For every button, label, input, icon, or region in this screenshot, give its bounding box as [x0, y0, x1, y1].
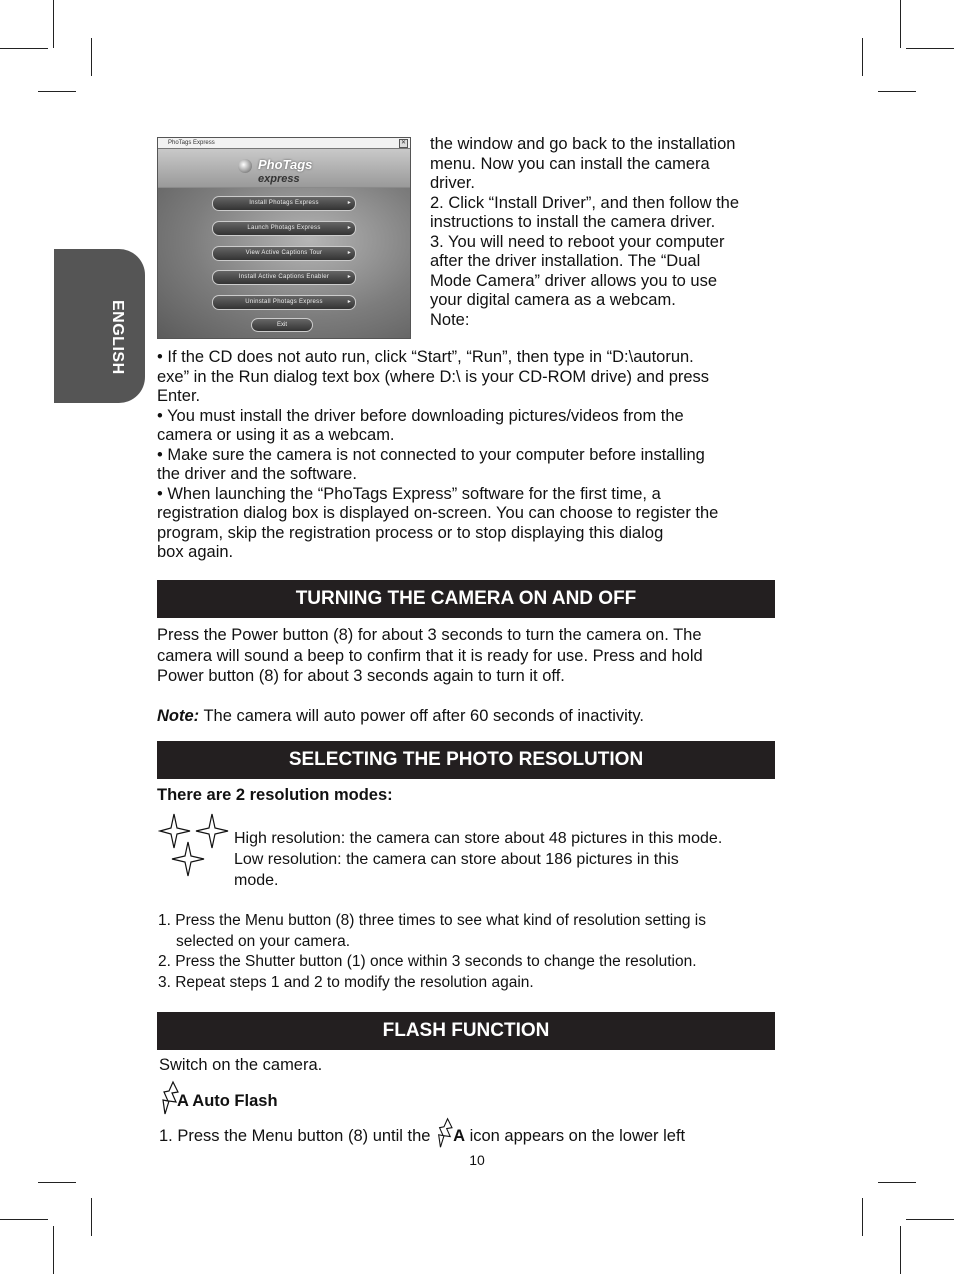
step-line: 3. Repeat steps 1 and 2 to modify the resolution again. [158, 974, 534, 992]
installer-logo: PhoTags [258, 157, 313, 172]
auto-off-note [157, 707, 644, 727]
uninstall-photags-label: Uninstall Photags Express [245, 299, 323, 305]
crop-mark [862, 38, 863, 76]
low-resolution-star-icon [172, 842, 204, 876]
crop-mark [906, 1219, 954, 1220]
crop-mark [862, 1198, 863, 1236]
note-line: box again. [157, 543, 234, 561]
installer-screenshot [157, 137, 411, 339]
install-photags-label: Install Photags Express [249, 200, 319, 206]
crop-mark [91, 38, 92, 76]
step-line: 2. Press the Shutter button (1) once within 3 seconds to change the resolution. [158, 953, 697, 971]
note-line: registration dialog box is displayed on-screen. You can choose to register the [157, 504, 719, 522]
crop-mark [900, 0, 901, 48]
installer-menu [158, 188, 410, 338]
install-captions-enabler-label: Install Active Captions Enabler [238, 274, 330, 280]
intro-text [430, 135, 739, 330]
exit-button: Exit [251, 318, 313, 332]
crop-mark [900, 1226, 901, 1274]
resolution-steps [158, 911, 706, 994]
installer-window-title: PhoTags Express [168, 140, 215, 146]
intro-line: driver. [430, 174, 475, 192]
note-label: Note: [157, 707, 200, 725]
note-line: • Make sure the camera is not connected to your computer before installing [157, 445, 705, 464]
intro-line: 3. You will need to reboot your computer [430, 232, 725, 251]
crop-mark [878, 1182, 916, 1183]
auto-flash-label: A Auto Flash [177, 1092, 278, 1110]
note-line: exe” in the Run dialog text box (where D:\ is your CD-ROM drive) and press [157, 367, 710, 386]
view-captions-tour-label: View Active Captions Tour [245, 250, 323, 256]
step-line: selected on your camera. [176, 932, 351, 950]
flash-step-suffix: icon appears on the lower left [465, 1127, 686, 1145]
intro-line: 2. Click “Install Driver”, and then follow the [430, 193, 740, 212]
arrow-right-icon: ▸ [347, 250, 351, 256]
installer-logo-sub: express [258, 173, 300, 185]
intro-line: your digital camera as a webcam. [430, 291, 676, 309]
crop-mark [906, 48, 954, 49]
note-line: • You must install the driver before downloading pictures/videos from the [157, 406, 684, 425]
crop-mark [53, 0, 54, 48]
mode-line: Low resolution: the camera can store about 186 pictures in this [234, 851, 679, 868]
switch-on-text: Switch on the camera. [159, 1056, 323, 1074]
close-icon: ✕ [400, 140, 407, 146]
power-line: Power button (8) for about 3 seconds again to turn it off. [157, 667, 565, 685]
mode-line: High resolution: the camera can store about 48 pictures in this mode. [234, 830, 723, 847]
intro-line: menu. Now you can install the camera [430, 154, 710, 173]
crop-mark [0, 1219, 48, 1220]
section-heading-flash: FLASH FUNCTION [157, 1012, 775, 1050]
launch-photags-label: Launch Photags Express [247, 225, 321, 231]
crop-mark [38, 1182, 76, 1183]
note-line: • If the CD does not auto run, click “Start”, “Run”, then type in “D:\autorun. [157, 348, 694, 366]
arrow-right-icon: ▸ [347, 299, 351, 305]
install-notes [157, 348, 718, 563]
crop-mark [38, 91, 76, 92]
flash-step-prefix: 1. Press the Menu button (8) until the [159, 1127, 436, 1145]
language-tab-label: ENGLISH [109, 300, 126, 375]
crop-mark [0, 48, 48, 49]
install-photags-button [212, 196, 356, 211]
power-line: camera will sound a beep to confirm that it is ready for use. Press and hold [157, 646, 703, 665]
note-line: camera or using it as a webcam. [157, 426, 395, 444]
intro-line: after the driver installation. The “Dual [430, 252, 701, 270]
arrow-right-icon: ▸ [347, 225, 351, 231]
note-line: Enter. [157, 387, 201, 405]
crop-mark [53, 1226, 54, 1274]
intro-line: Mode Camera” driver allows you to use [430, 271, 718, 290]
power-line: Press the Power button (8) for about 3 seconds to turn the camera on. The [157, 626, 702, 644]
note-text: The camera will auto power off after 60 seconds of inactivity. [199, 707, 644, 725]
crop-mark [878, 91, 916, 92]
section-heading-power: TURNING THE CAMERA ON AND OFF [157, 580, 775, 618]
flash-icon [159, 1080, 179, 1116]
intro-line: Note: [430, 310, 470, 329]
crop-mark [91, 1198, 92, 1236]
uninstall-photags-button [212, 295, 356, 310]
arrow-right-icon: ▸ [347, 200, 351, 206]
arrow-right-icon: ▸ [347, 274, 351, 280]
page-number: 10 [469, 1152, 485, 1168]
note-line: program, skip the registration process or to stop displaying this dialog [157, 523, 664, 542]
auto-flash-heading [159, 1080, 278, 1116]
section-heading-resolution: SELECTING THE PHOTO RESOLUTION [157, 741, 775, 779]
flash-step-icon-letter: A [453, 1127, 465, 1145]
note-line: • When launching the “PhoTags Express” software for the first time, a [157, 484, 661, 503]
note-line: the driver and the software. [157, 465, 357, 483]
photags-logo-icon [238, 159, 252, 173]
high-resolution-star-icon [160, 814, 190, 848]
intro-line: instructions to install the camera driver. [430, 213, 716, 231]
resolution-star-icons [158, 812, 230, 878]
resolution-modes [234, 828, 722, 891]
install-captions-enabler-button [212, 270, 356, 285]
installer-titlebar [158, 138, 410, 149]
language-tab [54, 249, 145, 403]
intro-line: the window and go back to the installation [430, 135, 736, 153]
flash-step-1 [159, 1117, 685, 1149]
installer-header [158, 149, 410, 187]
flash-icon [435, 1117, 453, 1149]
launch-photags-button [212, 221, 356, 236]
resolution-intro: There are 2 resolution modes: [157, 786, 393, 804]
power-instructions [157, 625, 703, 687]
view-captions-tour-button [212, 246, 356, 261]
high-resolution-star-icon [196, 814, 228, 848]
step-line: 1. Press the Menu button (8) three times to see what kind of resolution setting is [158, 912, 706, 929]
mode-line: mode. [234, 872, 279, 889]
